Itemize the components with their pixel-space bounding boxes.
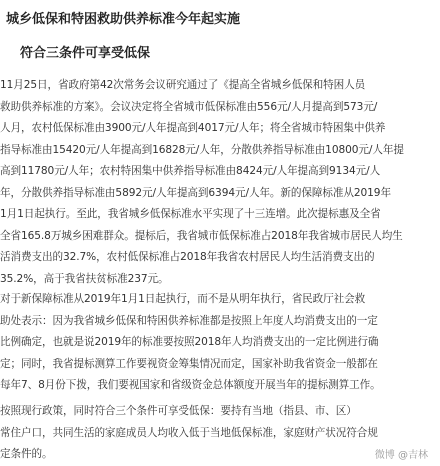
text-line: 定；同时，我省提标测算工作要视资金筹集情况而定，国家补助我省资金一般都在 — [0, 357, 378, 370]
text-line: 活消费支出的32.7%，农村低保标准占2018年我省农村居民人均生活消费支出的 — [0, 251, 375, 263]
text-line: 对于新保障标准从2019年1月1日起执行，而不是从明年执行，省民政厅社会救 — [0, 293, 366, 305]
text-line: 35.2%，高于我省扶贫标准237元。 — [0, 272, 169, 285]
text-line: 1月1日起执行。至此，我省城乡低保标准水平实现了十三连增。此次提标惠及全省 — [0, 208, 381, 220]
text-line: 全省165.8万城乡困难群众。提标后，我省城市低保标准占2018年我省城市居民人均生 — [0, 229, 403, 242]
article-title: 城乡低保和特困救助供养标准今年起实施 — [6, 12, 241, 27]
text-line: 人月，农村低保标准由3900元/人年提高到4017元/人年；将全省城市特困集中供养 — [0, 122, 386, 134]
text-line: 年，分散供养指导标准由5892元/人年提高到6394元/人年。新的保障标准从2019年 — [0, 186, 391, 199]
text-line: 指导标准由15420元/人年提高到16828元/人年，分散供养指导标准由10800元/人年提 — [0, 143, 404, 156]
text-line: 助处表示：因为我省城乡低保和特困供养标准都是按照上年度人均消费支出的一定 — [0, 314, 378, 327]
paragraph-2 — [0, 289, 440, 397]
text-line: 救助供养标准的方案》。会议决定将全省城市低保标准由556元/人月提高到573元/ — [0, 100, 378, 113]
text-line: 每年7、8月份下拨，我们要视国家和省级资金总体额度开展当年的提标测算工作。 — [0, 379, 381, 391]
text-line: 定条件的。 — [0, 448, 53, 460]
text-line: 比例确定，也就是说2019年的标准要按照2018年人均消费支出的一定比例进行确 — [0, 336, 379, 348]
weibo-watermark: 微博 @吉林 — [374, 450, 428, 461]
paragraph-1 — [0, 75, 440, 290]
text-line: 高到11780元/人年；农村特困集中供养指导标准由8424元/人年提高到9134元/人 — [0, 165, 381, 177]
article-subtitle: 符合三条件可享受低保 — [20, 46, 151, 61]
text-line: 按照现行政策，同时符合三个条件可享受低保：要持有当地（指县、市、区） — [0, 405, 357, 417]
text-line: 11月25日，省政府第42次常务会议研究通过了《提高全省城乡低保和特困人员 — [0, 79, 366, 91]
text-line: 常住户口，共同生活的家庭成员人均收入低于当地低保标准，家庭财产状况符合规 — [0, 426, 378, 439]
